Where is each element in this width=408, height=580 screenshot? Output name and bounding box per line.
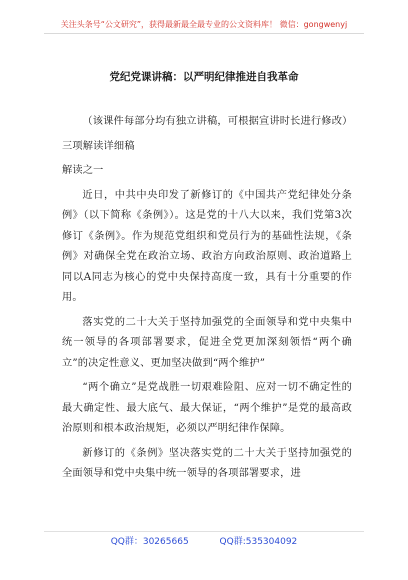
paragraph-body: 落实党的二十大关于坚持加强党的全面领导和党中央集中统一领导的各项部署要求，促进全党更加深刻领悟“两个确立”的决定性意义、更加坚决做到“两个维护”	[62, 316, 352, 369]
document-title: 党纪党课讲稿：以严明纪律推进自我革命	[109, 71, 299, 83]
document-body	[62, 112, 352, 489]
footer-qq-group-1: QQ群：30265665	[110, 537, 189, 547]
paragraph-body: 近日，中共中央印发了新修订的《中国共产党纪律处分条例》（以下简称《条例》）。这是党的十八大以来，我们党第3次修订《条例》。作为规范党组织和党员行为的基础性法规，《条例》对确保全党在政治立场、政治方向政治原则、政治道路上同以A同志为核心的党中央保持高度一致，具有十分重要的作用。	[62, 189, 352, 303]
header-note: 关注头条号“公文研究”，获得最新最全最专业的公文资料库！ 微信：gongwenyj	[60, 20, 348, 29]
footer-divider	[44, 531, 364, 532]
header-divider	[44, 33, 364, 34]
footer-qq-group-2: QQ群:535304092	[219, 537, 298, 547]
paragraph-body: “两个确立”是党战胜一切艰难险阻、应对一切不确定性的最大确定性、最大底气、最大保证，“两个维护”是党的最高政治原则和根本政治规矩，必须以严明纪律作保障。	[62, 382, 352, 434]
paragraph-section-heading: 三项解读详细稿	[62, 140, 135, 152]
footer	[0, 536, 408, 548]
paragraph-note: （该课件每部分均有独立讲稿，可根据宣讲时长进行修改）	[82, 116, 353, 127]
paragraph-body: 新修订的《条例》坚决落实党的二十大关于坚持加强党的全面领导和党中央集中统一领导的各项部署要求，进	[62, 447, 352, 479]
paragraph-subheading: 解读之一	[62, 165, 104, 176]
